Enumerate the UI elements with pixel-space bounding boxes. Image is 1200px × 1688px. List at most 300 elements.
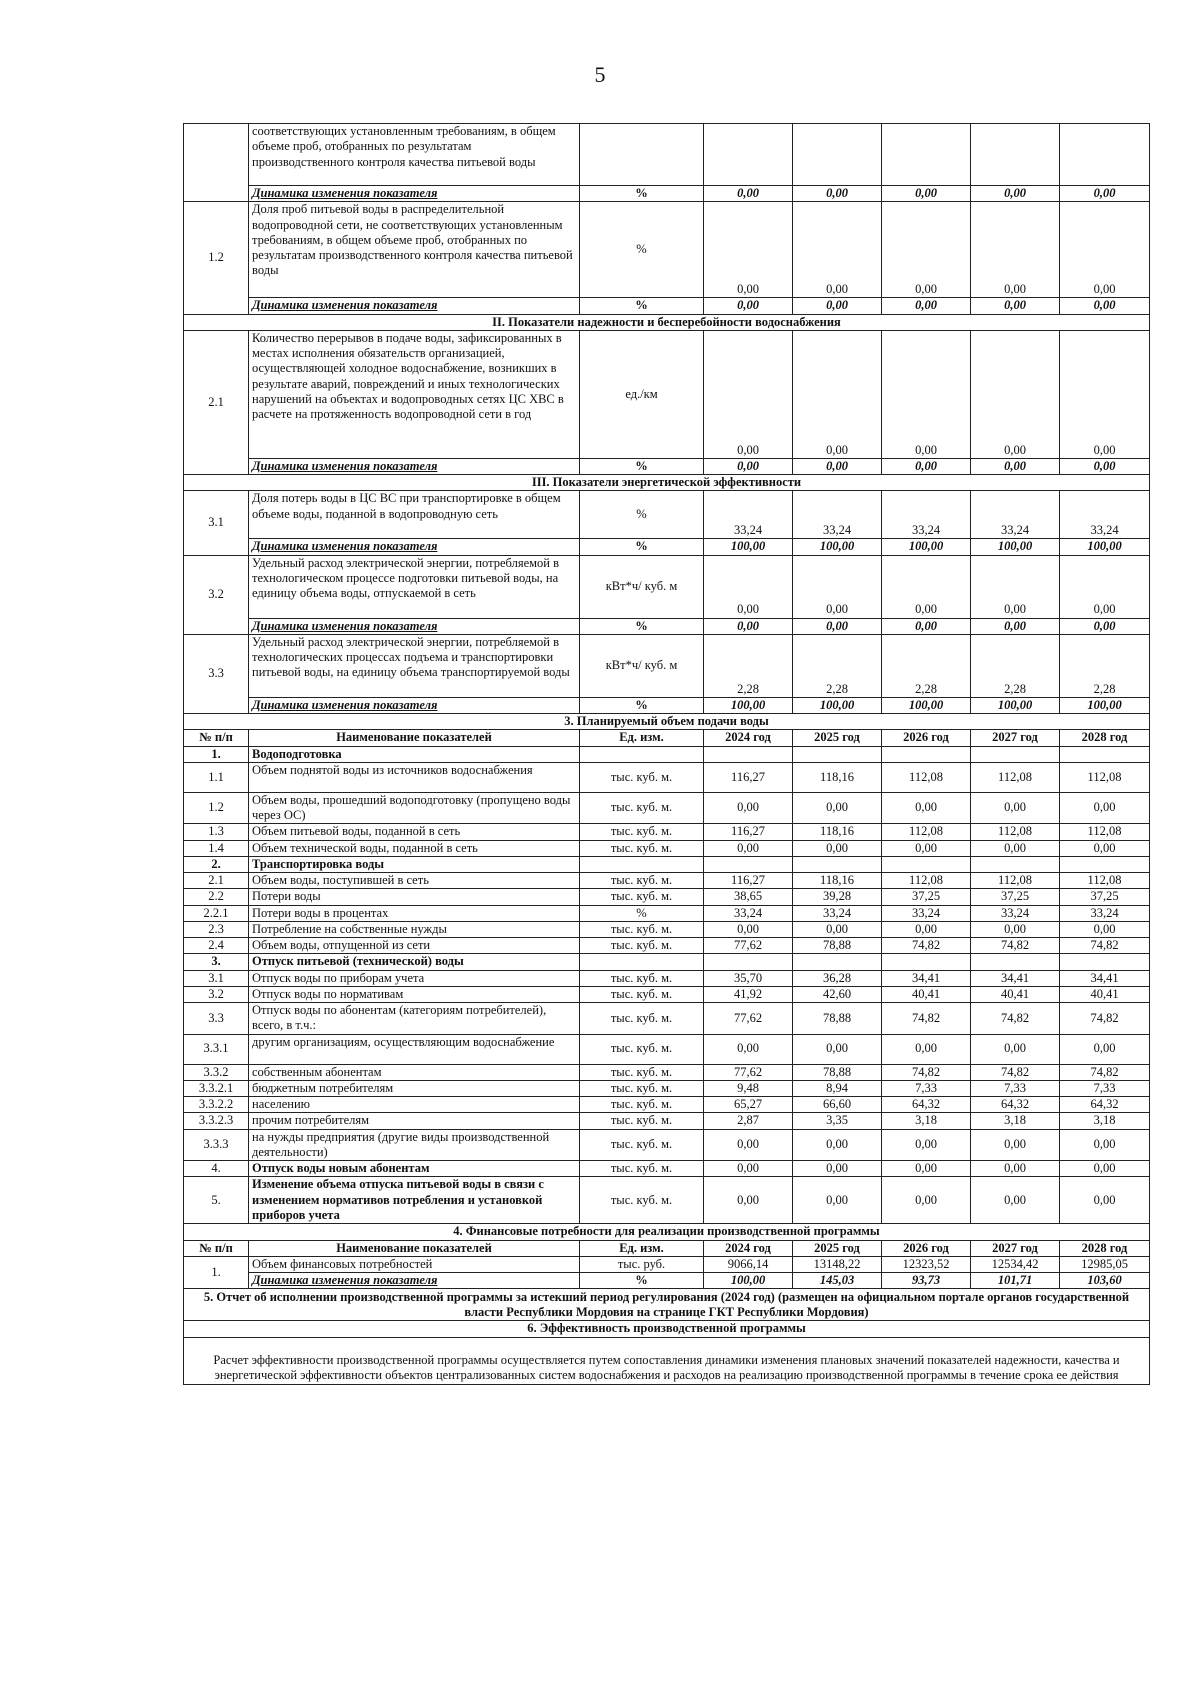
unit-cell: тыс. куб. м. <box>580 921 704 937</box>
indicator-name: Объем питьевой воды, поданной в сеть <box>249 824 580 840</box>
efficiency-text: Расчет эффективности производственной программы осуществляется путем сопоставления динамики изменения плановых значений показателей надежности, качества и энергетической эффективности объектов централизованных систем водоснабжения и расходов на реализацию производственной программы в течение срока ее действия <box>184 1337 1150 1384</box>
value-cell: 0,00 <box>793 1129 882 1161</box>
value-cell: 78,88 <box>793 938 882 954</box>
row-number: 2.2 <box>184 889 249 905</box>
row-number: 1.4 <box>184 840 249 856</box>
indicator-name: Количество перерывов в подаче воды, зафиксированных в местах исполнения обязательств организацией, осуществляющей холодное водоснабжение, возникших в результате аварий, повреждений и иных технологических нарушений на объектах и водопроводных сетях ЦС ХВС в расчете на протяженность водопроводной сети в год <box>249 330 580 458</box>
unit-cell: % <box>580 539 704 555</box>
section-efficiency <box>184 1321 1150 1337</box>
unit-cell: тыс. куб. м. <box>580 970 704 986</box>
value-cell: 0,00 <box>882 330 971 458</box>
row-number: 1. <box>184 746 249 762</box>
value-cell: 0,00 <box>1060 921 1150 937</box>
value-cell: 100,00 <box>704 539 793 555</box>
value-cell: 34,41 <box>971 970 1060 986</box>
value-cell: 0,00 <box>882 458 971 474</box>
value-cell: 0,00 <box>793 555 882 618</box>
value-cell: 116,27 <box>704 873 793 889</box>
indicator-name: Потери воды <box>249 889 580 905</box>
column-header: 2024 год <box>704 1240 793 1256</box>
value-cell: 101,71 <box>971 1273 1060 1289</box>
dynamics-row <box>184 186 1150 202</box>
value-cell <box>971 856 1060 872</box>
unit-cell <box>580 954 704 970</box>
value-cell: 0,00 <box>971 186 1060 202</box>
row-number: 2.3 <box>184 921 249 937</box>
unit-cell: тыс. куб. м. <box>580 873 704 889</box>
value-cell <box>971 954 1060 970</box>
row-number: 3.3.1 <box>184 1034 249 1064</box>
value-cell: 0,00 <box>793 186 882 202</box>
indicator-name: Удельный расход электрической энергии, потребляемой в технологическом процессе подготовки питьевой воды, на единицу объема воды, отпускаемой в сеть <box>249 555 580 618</box>
value-cell: 0,00 <box>704 186 793 202</box>
data-row <box>184 762 1150 792</box>
value-cell: 74,82 <box>1060 1003 1150 1035</box>
value-cell: 2,28 <box>704 634 793 697</box>
value-cell: 74,82 <box>1060 938 1150 954</box>
value-cell: 100,00 <box>971 539 1060 555</box>
value-cell <box>882 746 971 762</box>
data-row <box>184 889 1150 905</box>
unit-cell: тыс. куб. м. <box>580 1097 704 1113</box>
value-cell: 38,65 <box>704 889 793 905</box>
unit-cell: ед./км <box>580 330 704 458</box>
value-cell: 100,00 <box>1060 539 1150 555</box>
dynamics-label: Динамика изменения показателя <box>249 697 580 713</box>
value-cell: 2,28 <box>971 634 1060 697</box>
value-cell: 37,25 <box>882 889 971 905</box>
value-cell: 40,41 <box>1060 986 1150 1002</box>
dynamics-row <box>184 618 1150 634</box>
data-row <box>184 1080 1150 1096</box>
value-cell: 0,00 <box>704 330 793 458</box>
value-cell <box>793 124 882 186</box>
value-cell: 0,00 <box>1060 792 1150 824</box>
indicator-name: населению <box>249 1097 580 1113</box>
unit-cell: % <box>580 202 704 298</box>
indicator-name: на нужды предприятия (другие виды производственной деятельности) <box>249 1129 580 1161</box>
value-cell: 42,60 <box>793 986 882 1002</box>
row-number: 1.2 <box>184 792 249 824</box>
value-cell: 0,00 <box>1060 1161 1150 1177</box>
value-cell: 8,94 <box>793 1080 882 1096</box>
unit-cell: тыс. куб. м. <box>580 938 704 954</box>
value-cell: 0,00 <box>971 618 1060 634</box>
row-number: 1.3 <box>184 824 249 840</box>
indicator-name: Объем воды, поступившей в сеть <box>249 873 580 889</box>
value-cell: 7,33 <box>971 1080 1060 1096</box>
row-number: 3.2 <box>184 986 249 1002</box>
value-cell: 3,18 <box>971 1113 1060 1129</box>
value-cell: 77,62 <box>704 1003 793 1035</box>
value-cell: 40,41 <box>882 986 971 1002</box>
value-cell: 0,00 <box>882 186 971 202</box>
unit-cell: % <box>580 1273 704 1289</box>
unit-cell: тыс. куб. м. <box>580 1003 704 1035</box>
value-cell: 3,18 <box>882 1113 971 1129</box>
data-row <box>184 1177 1150 1224</box>
value-cell: 0,00 <box>971 1034 1060 1064</box>
row-number: 5. <box>184 1177 249 1224</box>
row-number: 2. <box>184 856 249 872</box>
value-cell: 0,00 <box>1060 1034 1150 1064</box>
unit-cell: тыс. куб. м. <box>580 986 704 1002</box>
row-number: 3.3 <box>184 634 249 713</box>
section-energy <box>184 475 1150 491</box>
value-cell: 0,00 <box>704 840 793 856</box>
value-cell: 0,00 <box>971 202 1060 298</box>
unit-cell: тыс. руб. <box>580 1256 704 1272</box>
column-header: Ед. изм. <box>580 730 704 746</box>
value-cell: 64,32 <box>1060 1097 1150 1113</box>
value-cell: 0,00 <box>793 840 882 856</box>
section-title: 3. Планируемый объем подачи воды <box>184 714 1150 730</box>
value-cell: 33,24 <box>882 905 971 921</box>
value-cell: 0,00 <box>1060 618 1150 634</box>
production-program-table <box>183 123 1150 1385</box>
value-cell <box>1060 856 1150 872</box>
value-cell: 100,00 <box>704 697 793 713</box>
data-row <box>184 970 1150 986</box>
unit-cell: тыс. куб. м. <box>580 824 704 840</box>
value-cell: 112,08 <box>971 824 1060 840</box>
value-cell: 40,41 <box>971 986 1060 1002</box>
value-cell: 33,24 <box>1060 905 1150 921</box>
value-cell: 7,33 <box>1060 1080 1150 1096</box>
unit-cell: тыс. куб. м. <box>580 762 704 792</box>
value-cell: 145,03 <box>793 1273 882 1289</box>
value-cell: 0,00 <box>704 1129 793 1161</box>
value-cell: 116,27 <box>704 824 793 840</box>
value-cell <box>882 124 971 186</box>
dynamics-row <box>184 539 1150 555</box>
data-row <box>184 1097 1150 1113</box>
value-cell: 7,33 <box>882 1080 971 1096</box>
column-header: Наименование показателей <box>249 730 580 746</box>
column-header: Наименование показателей <box>249 1240 580 1256</box>
value-cell: 74,82 <box>882 1003 971 1035</box>
dynamics-label: Динамика изменения показателя <box>249 1273 580 1289</box>
value-cell: 100,00 <box>971 697 1060 713</box>
efficiency-text-row <box>184 1337 1150 1384</box>
value-cell: 0,00 <box>793 1161 882 1177</box>
indicator-name: Отпуск воды новым абонентам <box>249 1161 580 1177</box>
column-header: 2026 год <box>882 730 971 746</box>
value-cell: 39,28 <box>793 889 882 905</box>
section-title: III. Показатели энергетической эффективности <box>184 475 1150 491</box>
indicator-name: Отпуск воды по приборам учета <box>249 970 580 986</box>
unit-cell: % <box>580 618 704 634</box>
value-cell: 0,00 <box>704 298 793 314</box>
value-cell: 33,24 <box>704 905 793 921</box>
value-cell: 0,00 <box>1060 555 1150 618</box>
value-cell: 0,00 <box>1060 202 1150 298</box>
group-row <box>184 856 1150 872</box>
row-number: 2.4 <box>184 938 249 954</box>
unit-cell <box>580 124 704 186</box>
row-number: 2.2.1 <box>184 905 249 921</box>
value-cell: 2,87 <box>704 1113 793 1129</box>
value-cell: 0,00 <box>971 330 1060 458</box>
column-header: Ед. изм. <box>580 1240 704 1256</box>
row-number: 1. <box>184 1256 249 1289</box>
value-cell: 74,82 <box>882 938 971 954</box>
value-cell: 103,60 <box>1060 1273 1150 1289</box>
value-cell: 0,00 <box>971 1129 1060 1161</box>
row-number: 3.2 <box>184 555 249 634</box>
indicator-name: Изменение объема отпуска питьевой воды в связи с изменением нормативов потребления и установкой приборов учета <box>249 1177 580 1224</box>
value-cell: 0,00 <box>793 1034 882 1064</box>
value-cell: 0,00 <box>882 840 971 856</box>
value-cell: 0,00 <box>971 1177 1060 1224</box>
value-cell <box>1060 124 1150 186</box>
indicator-name: Доля проб питьевой воды в распределительной водопроводной сети, не соответствующих установленным требованиям, в общем объеме проб, отобранных по результатам производственного контроля качества питьевой воды <box>249 202 580 298</box>
group-name: Транспортировка воды <box>249 856 580 872</box>
column-header: 2027 год <box>971 730 1060 746</box>
dynamics-row <box>184 458 1150 474</box>
value-cell: 118,16 <box>793 824 882 840</box>
value-cell <box>971 746 1060 762</box>
indicator-name: Удельный расход электрической энергии, потребляемой в технологических процессах подъема и транспортировки питьевой воды, на единицу объема транспортируемой воды <box>249 634 580 697</box>
value-cell: 0,00 <box>1060 458 1150 474</box>
value-cell: 33,24 <box>1060 491 1150 539</box>
value-cell <box>704 746 793 762</box>
value-cell: 0,00 <box>793 202 882 298</box>
indicator-name: Доля потерь воды в ЦС ВС при транспортировке в общем объеме воды, поданной в водопроводную сеть <box>249 491 580 539</box>
value-cell: 41,92 <box>704 986 793 1002</box>
value-cell: 74,82 <box>971 938 1060 954</box>
dynamics-label: Динамика изменения показателя <box>249 539 580 555</box>
data-row <box>184 1064 1150 1080</box>
indicator-name: Объем воды, прошедший водоподготовку (пропущено воды через ОС) <box>249 792 580 824</box>
value-cell: 0,00 <box>882 1129 971 1161</box>
value-cell: 33,24 <box>704 491 793 539</box>
indicator-name: Отпуск воды по абонентам (категориям потребителей), всего, в т.ч.: <box>249 1003 580 1035</box>
group-name: Отпуск питьевой (технической) воды <box>249 954 580 970</box>
value-cell: 33,24 <box>793 905 882 921</box>
value-cell: 37,25 <box>1060 889 1150 905</box>
column-header: № п/п <box>184 730 249 746</box>
value-cell: 3,35 <box>793 1113 882 1129</box>
value-cell: 0,00 <box>971 1161 1060 1177</box>
value-cell: 0,00 <box>971 792 1060 824</box>
value-cell: 100,00 <box>882 539 971 555</box>
data-row <box>184 873 1150 889</box>
column-header: 2026 год <box>882 1240 971 1256</box>
indicator-name: Объем воды, отпущенной из сети <box>249 938 580 954</box>
data-row <box>184 1113 1150 1129</box>
unit-cell <box>580 746 704 762</box>
value-cell: 0,00 <box>793 458 882 474</box>
group-row <box>184 746 1150 762</box>
row-number: 3.1 <box>184 491 249 555</box>
value-cell: 0,00 <box>971 298 1060 314</box>
value-cell: 9066,14 <box>704 1256 793 1272</box>
dynamics-label: Динамика изменения показателя <box>249 186 580 202</box>
value-cell: 0,00 <box>793 330 882 458</box>
value-cell: 64,32 <box>882 1097 971 1113</box>
value-cell: 112,08 <box>882 762 971 792</box>
unit-cell: кВт*ч/ куб. м <box>580 634 704 697</box>
value-cell: 0,00 <box>971 458 1060 474</box>
indicator-name: Отпуск воды по нормативам <box>249 986 580 1002</box>
value-cell: 0,00 <box>793 1177 882 1224</box>
value-cell: 0,00 <box>971 840 1060 856</box>
value-cell: 0,00 <box>1060 840 1150 856</box>
value-cell: 0,00 <box>882 1034 971 1064</box>
unit-cell: тыс. куб. м. <box>580 1129 704 1161</box>
indicator-name: прочим потребителям <box>249 1113 580 1129</box>
value-cell: 3,18 <box>1060 1113 1150 1129</box>
value-cell: 0,00 <box>704 1177 793 1224</box>
value-cell: 2,28 <box>793 634 882 697</box>
value-cell: 66,60 <box>793 1097 882 1113</box>
column-header: 2025 год <box>793 730 882 746</box>
unit-cell: тыс. куб. м. <box>580 1064 704 1080</box>
value-cell: 0,00 <box>882 298 971 314</box>
value-cell <box>1060 746 1150 762</box>
value-cell: 12985,05 <box>1060 1256 1150 1272</box>
indicator-row <box>184 202 1150 298</box>
value-cell: 78,88 <box>793 1064 882 1080</box>
value-cell <box>704 124 793 186</box>
indicator-row <box>184 491 1150 539</box>
value-cell: 77,62 <box>704 938 793 954</box>
value-cell: 0,00 <box>882 1161 971 1177</box>
value-cell: 100,00 <box>704 1273 793 1289</box>
value-cell: 0,00 <box>882 202 971 298</box>
section-title: 6. Эффективность производственной программы <box>184 1321 1150 1337</box>
value-cell: 118,16 <box>793 873 882 889</box>
value-cell: 33,24 <box>882 491 971 539</box>
indicator-name: Потребление на собственные нужды <box>249 921 580 937</box>
continued-indicator-row <box>184 124 1150 186</box>
value-cell: 2,28 <box>882 634 971 697</box>
value-cell <box>793 856 882 872</box>
value-cell <box>704 954 793 970</box>
row-number: 2.1 <box>184 330 249 474</box>
unit-cell: % <box>580 186 704 202</box>
value-cell: 33,24 <box>793 491 882 539</box>
unit-cell: % <box>580 905 704 921</box>
column-header: № п/п <box>184 1240 249 1256</box>
unit-cell: тыс. куб. м. <box>580 1034 704 1064</box>
value-cell: 0,00 <box>704 618 793 634</box>
column-header: 2028 год <box>1060 730 1150 746</box>
indicator-row <box>184 330 1150 458</box>
value-cell: 0,00 <box>704 792 793 824</box>
section-reliability <box>184 314 1150 330</box>
column-header: 2027 год <box>971 1240 1060 1256</box>
section-volume <box>184 714 1150 730</box>
indicator-name: бюджетным потребителям <box>249 1080 580 1096</box>
section-title: 4. Финансовые потребности для реализации производственной программы <box>184 1224 1150 1240</box>
value-cell: 74,82 <box>882 1064 971 1080</box>
value-cell: 100,00 <box>793 539 882 555</box>
value-cell: 0,00 <box>882 792 971 824</box>
unit-cell <box>580 856 704 872</box>
value-cell: 34,41 <box>882 970 971 986</box>
value-cell: 12534,42 <box>971 1256 1060 1272</box>
value-cell: 13148,22 <box>793 1256 882 1272</box>
data-row <box>184 905 1150 921</box>
value-cell: 12323,52 <box>882 1256 971 1272</box>
value-cell: 64,32 <box>971 1097 1060 1113</box>
value-cell: 74,82 <box>971 1064 1060 1080</box>
row-number: 3.3.2 <box>184 1064 249 1080</box>
value-cell: 77,62 <box>704 1064 793 1080</box>
column-header: 2025 год <box>793 1240 882 1256</box>
group-row <box>184 954 1150 970</box>
data-row <box>184 1034 1150 1064</box>
row-number <box>184 124 249 202</box>
value-cell <box>704 856 793 872</box>
unit-cell: тыс. куб. м. <box>580 1161 704 1177</box>
value-cell: 0,00 <box>704 1161 793 1177</box>
unit-cell: % <box>580 697 704 713</box>
value-cell: 0,00 <box>704 1034 793 1064</box>
unit-cell: % <box>580 298 704 314</box>
value-cell: 33,24 <box>971 905 1060 921</box>
value-cell <box>882 856 971 872</box>
dynamics-label: Динамика изменения показателя <box>249 298 580 314</box>
unit-cell: тыс. куб. м. <box>580 1080 704 1096</box>
data-row <box>184 1129 1150 1161</box>
value-cell: 65,27 <box>704 1097 793 1113</box>
row-number: 3.3.2.2 <box>184 1097 249 1113</box>
data-row <box>184 1161 1150 1177</box>
value-cell: 0,00 <box>1060 330 1150 458</box>
value-cell: 34,41 <box>1060 970 1150 986</box>
value-cell: 0,00 <box>793 921 882 937</box>
row-number: 3.3 <box>184 1003 249 1035</box>
value-cell: 35,70 <box>704 970 793 986</box>
dynamics-label: Динамика изменения показателя <box>249 618 580 634</box>
column-header: 2028 год <box>1060 1240 1150 1256</box>
indicator-name: Объем технической воды, поданной в сеть <box>249 840 580 856</box>
value-cell <box>1060 954 1150 970</box>
unit-cell: тыс. куб. м. <box>580 1177 704 1224</box>
indicator-name: Объем финансовых потребностей <box>249 1256 580 1272</box>
indicator-name: Объем поднятой воды из источников водоснабжения <box>249 762 580 792</box>
value-cell: 0,00 <box>793 792 882 824</box>
value-cell: 2,28 <box>1060 634 1150 697</box>
section-title: 5. Отчет об исполнении производственной программы за истекший период регулирования (2024 год) (размещен на официальном портале органов государственной власти Республики Мордовия на странице ГКТ Республики Мордовия) <box>184 1289 1150 1321</box>
finance-row <box>184 1256 1150 1272</box>
indicator-row <box>184 555 1150 618</box>
unit-cell: тыс. куб. м. <box>580 1113 704 1129</box>
row-number: 3.3.2.3 <box>184 1113 249 1129</box>
data-row <box>184 824 1150 840</box>
unit-cell: кВт*ч/ куб. м <box>580 555 704 618</box>
indicator-row <box>184 634 1150 697</box>
row-number: 3.3.2.1 <box>184 1080 249 1096</box>
value-cell: 116,27 <box>704 762 793 792</box>
value-cell: 0,00 <box>704 555 793 618</box>
row-number: 1.1 <box>184 762 249 792</box>
data-row <box>184 1003 1150 1035</box>
value-cell: 112,08 <box>882 873 971 889</box>
data-row <box>184 986 1150 1002</box>
section-report <box>184 1289 1150 1321</box>
value-cell: 0,00 <box>793 618 882 634</box>
data-row <box>184 921 1150 937</box>
value-cell: 0,00 <box>882 1177 971 1224</box>
value-cell: 112,08 <box>1060 873 1150 889</box>
dynamics-label: Динамика изменения показателя <box>249 458 580 474</box>
row-number: 3.1 <box>184 970 249 986</box>
dynamics-row <box>184 697 1150 713</box>
